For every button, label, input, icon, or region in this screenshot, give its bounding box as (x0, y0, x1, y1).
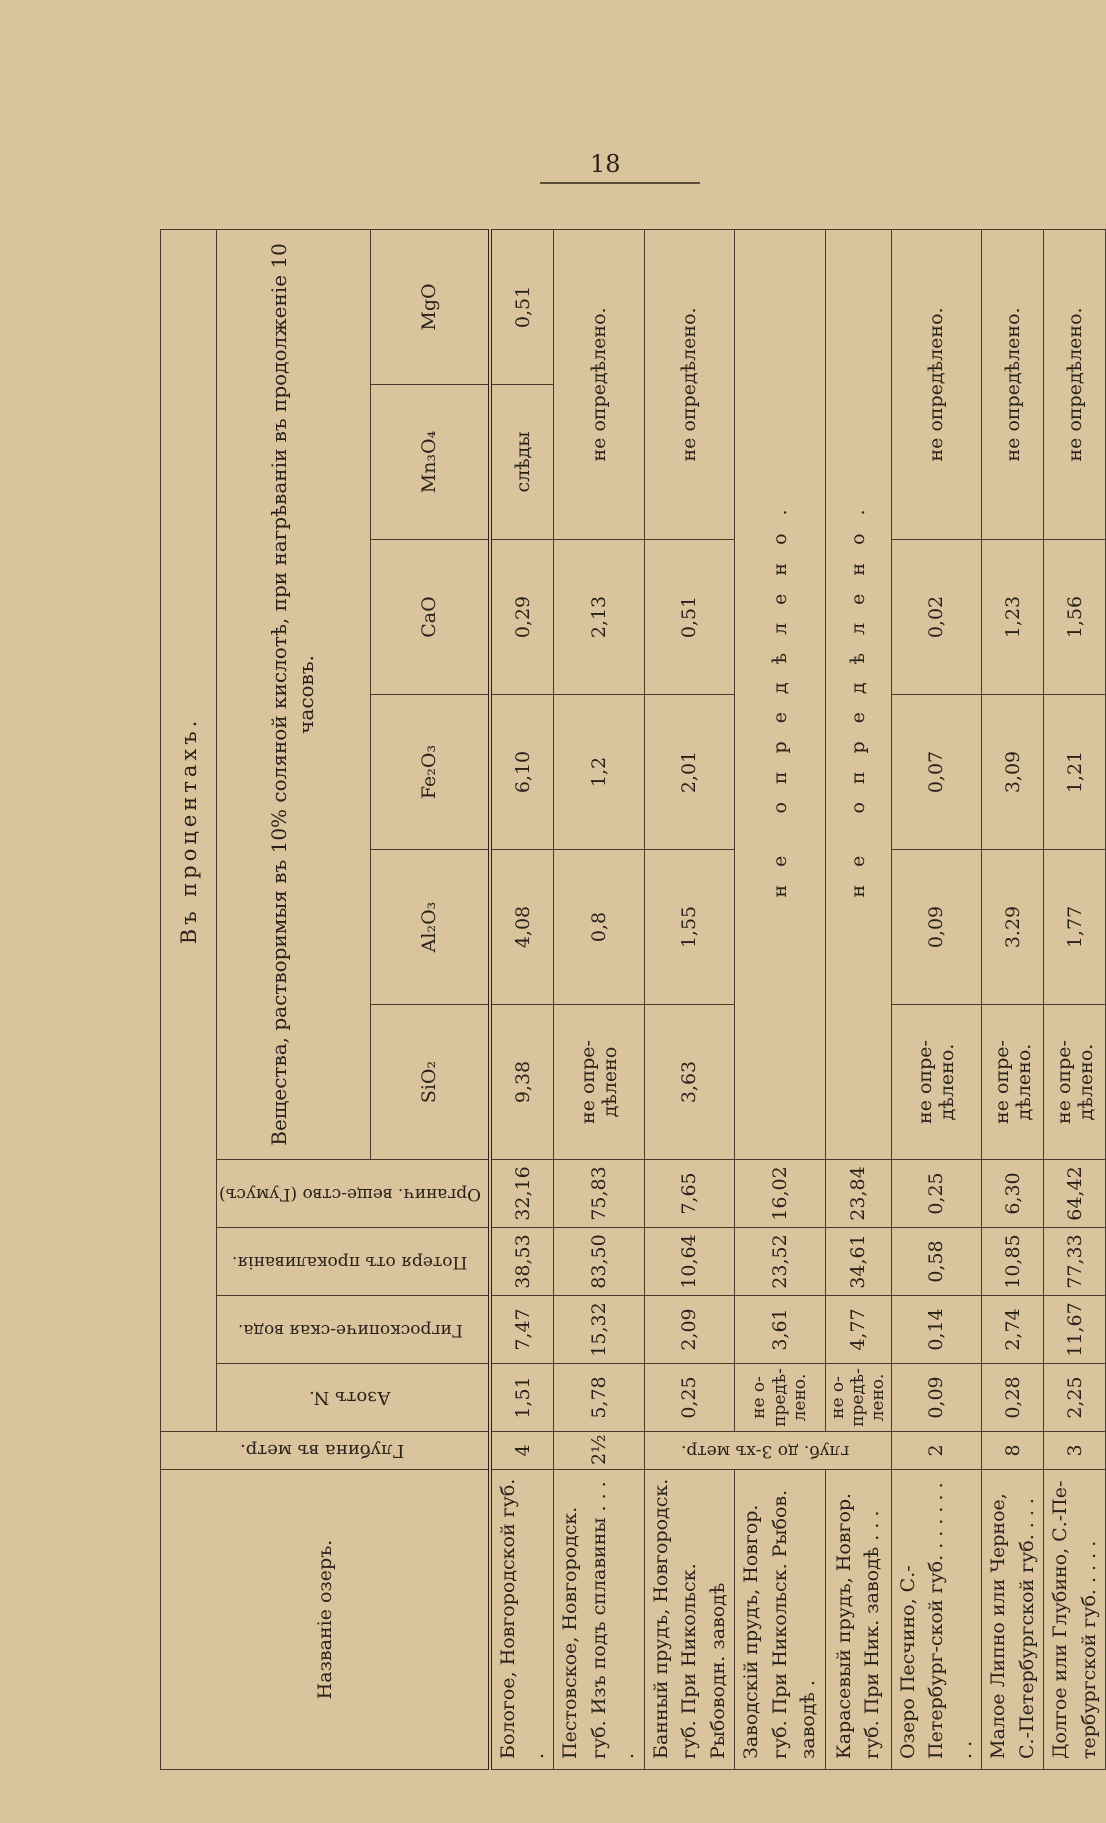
al2o3-cell: 0,09 (891, 850, 982, 1005)
water-cell: 3,61 (735, 1296, 826, 1364)
sio2-cell: не опре-дѣлено. (982, 1005, 1044, 1160)
depth-cell-merged: глуб. до 3-хъ метр. (644, 1432, 891, 1470)
cao-cell: 0,51 (644, 540, 735, 695)
lake-name: Озеро Песчино, С.-Петербург-ской губ. . . . . . . . . (891, 1470, 982, 1770)
water-cell: 7,47 (490, 1296, 554, 1364)
table-row (490, 229, 554, 1769)
loss-cell: 23,52 (735, 1228, 826, 1296)
header-depth: Глубина въ метр. (161, 1432, 491, 1470)
mn-mg-cell: не опредѣлено. (982, 229, 1044, 539)
rotated-table-wrapper (160, 230, 1100, 1770)
table-row (644, 229, 735, 1769)
cao-cell: 2,13 (554, 540, 645, 695)
table-row (554, 229, 645, 1769)
al2o3-cell: 1,77 (1044, 850, 1106, 1005)
depth-cell: 2 (891, 1432, 982, 1470)
nitrogen-cell: 0,25 (644, 1364, 735, 1432)
loss-cell: 10,64 (644, 1228, 735, 1296)
header-ignition-loss: Потеря отъ прокаливанія. (217, 1228, 491, 1296)
water-cell: 15,32 (554, 1296, 645, 1364)
fe2o3-cell: 6,10 (490, 695, 554, 850)
mn3o4-cell: слѣды (490, 385, 554, 540)
table-row (735, 229, 826, 1769)
header-fe2o3: Fe₂O₃ (370, 695, 490, 850)
nitrogen-cell: не о-предѣ-лено. (735, 1364, 826, 1432)
header-cao: CaO (370, 540, 490, 695)
water-cell: 2,09 (644, 1296, 735, 1364)
soluble-merged-cell: не опредѣлено. (735, 229, 826, 1159)
depth-cell: 2½ (554, 1432, 645, 1470)
sio2-cell: не опре-дѣлено. (1044, 1005, 1106, 1160)
depth-cell: 8 (982, 1432, 1044, 1470)
table-row (825, 229, 891, 1769)
header-organic: Органич. веще-ство (Гумусъ) (217, 1160, 491, 1228)
lake-name: Долгое или Глубино, С.-Пе-тербургской губ. . . . . (1044, 1470, 1106, 1770)
nitrogen-cell: 2,25 (1044, 1364, 1106, 1432)
organic-cell: 23,84 (825, 1160, 891, 1228)
cao-cell: 1,56 (1044, 540, 1106, 695)
lake-name: Малое Липно или Черное, С.-Петербургской губ. . . . (982, 1470, 1044, 1770)
organic-cell: 7,65 (644, 1160, 735, 1228)
sio2-cell: не опре-дѣлено. (891, 1005, 982, 1160)
sio2-cell: 9,38 (490, 1005, 554, 1160)
loss-cell: 10,85 (982, 1228, 1044, 1296)
nitrogen-cell: 1,51 (490, 1364, 554, 1432)
organic-cell: 64,42 (1044, 1160, 1106, 1228)
header-hygroscopic-water: Гигроскопиче-ская вода. (217, 1296, 491, 1364)
header-al2o3: Al₂O₃ (370, 850, 490, 1005)
soluble-merged-cell: не опредѣлено. (825, 229, 891, 1159)
cao-cell: 1,23 (982, 540, 1044, 695)
water-cell: 0,14 (891, 1296, 982, 1364)
header-lake-name: Названіе озеръ. (161, 1470, 491, 1770)
mn-mg-cell: не опредѣлено. (644, 229, 735, 539)
water-cell: 11,67 (1044, 1296, 1106, 1364)
header-mgo: MgO (370, 229, 490, 384)
mn-mg-cell: не опредѣлено. (1044, 229, 1106, 539)
sio2-cell: 3,63 (644, 1005, 735, 1160)
lake-name: Заводскій прудъ, Новгор. губ. При Никольск. Рыбов. заводѣ . (735, 1470, 826, 1770)
fe2o3-cell: 3,09 (982, 695, 1044, 850)
table-row (891, 229, 982, 1769)
mn-mg-cell: не опредѣлено. (554, 229, 645, 539)
depth-cell: 4 (490, 1432, 554, 1470)
lake-name: Банный прудъ, Новгородск. губ. При Никольск. Рыбоводн. заводѣ (644, 1470, 735, 1770)
water-cell: 4,77 (825, 1296, 891, 1364)
fe2o3-cell: 1,2 (554, 695, 645, 850)
al2o3-cell: 4,08 (490, 850, 554, 1005)
header-percent-group: Въ процентахъ. (161, 229, 217, 1431)
nitrogen-cell: 0,09 (891, 1364, 982, 1432)
lake-name: Бологое, Новгородской губ. . (490, 1470, 554, 1770)
cao-cell: 0,02 (891, 540, 982, 695)
nitrogen-cell: 5,78 (554, 1364, 645, 1432)
sio2-cell: не опре-дѣлено (554, 1005, 645, 1160)
organic-cell: 0,25 (891, 1160, 982, 1228)
organic-cell: 75,83 (554, 1160, 645, 1228)
al2o3-cell: 0,8 (554, 850, 645, 1005)
fe2o3-cell: 1,21 (1044, 695, 1106, 850)
mn-mg-cell: не опредѣлено. (891, 229, 982, 539)
organic-cell: 32,16 (490, 1160, 554, 1228)
nitrogen-cell: не о-предѣ-лено. (825, 1364, 891, 1432)
header-mn3o4: Mn₃O₄ (370, 385, 490, 540)
header-nitrogen: Азотъ N. (217, 1364, 491, 1432)
loss-cell: 38,53 (490, 1228, 554, 1296)
header-soluble-group: Вещества, растворимыя въ 10% соляной кислотѣ, при нагрѣваніи въ продолженіе 10 часовъ. (217, 229, 371, 1159)
organic-cell: 6,30 (982, 1160, 1044, 1228)
nitrogen-cell: 0,28 (982, 1364, 1044, 1432)
lake-name: Карасевый прудъ, Новгор. губ. При Ник. заводѣ . . . (825, 1470, 891, 1770)
depth-cell: 3 (1044, 1432, 1106, 1470)
loss-cell: 83,50 (554, 1228, 645, 1296)
header-sio2: SiO₂ (370, 1005, 490, 1160)
organic-cell: 16,02 (735, 1160, 826, 1228)
al2o3-cell: 1,55 (644, 850, 735, 1005)
fe2o3-cell: 0,07 (891, 695, 982, 850)
lake-name: Пестовское, Новгородск. губ. Изъ подъ сплавины . . . . (554, 1470, 645, 1770)
loss-cell: 34,61 (825, 1228, 891, 1296)
cao-cell: 0,29 (490, 540, 554, 695)
page-number-rule (540, 182, 700, 184)
fe2o3-cell: 2,01 (644, 695, 735, 850)
page-number: 18 (590, 150, 621, 178)
lake-sediment-table (160, 229, 1106, 1770)
table-row (982, 229, 1044, 1769)
loss-cell: 77,33 (1044, 1228, 1106, 1296)
table-row (1044, 229, 1106, 1769)
mgo-cell: 0,51 (490, 229, 554, 384)
water-cell: 2,74 (982, 1296, 1044, 1364)
al2o3-cell: 3.29 (982, 850, 1044, 1005)
loss-cell: 0,58 (891, 1228, 982, 1296)
